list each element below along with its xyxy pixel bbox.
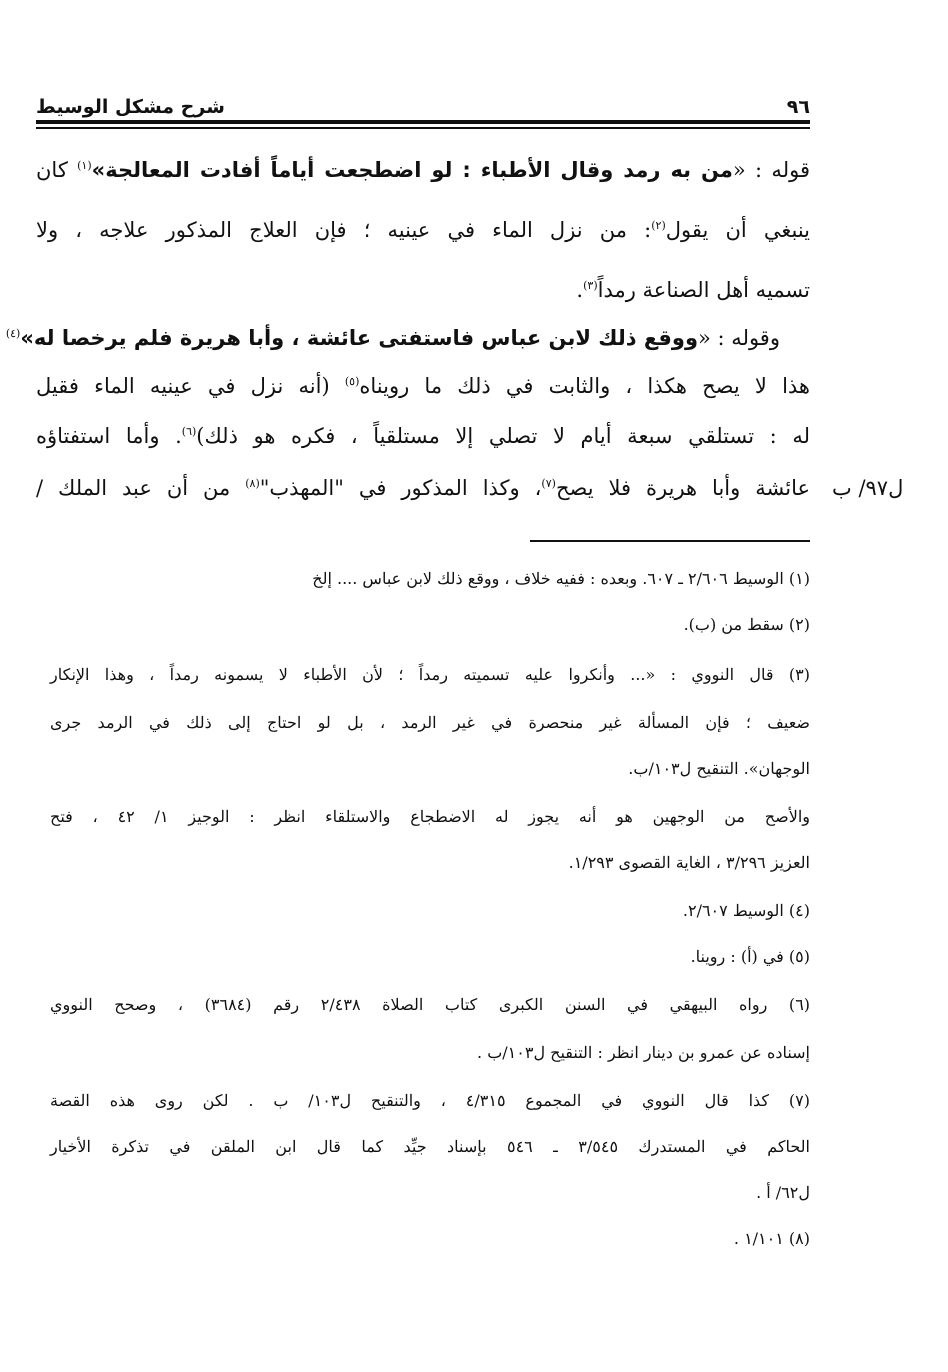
footnote-ref-3: (٣): [583, 279, 598, 292]
footnote-ref-1: (١): [77, 159, 92, 172]
footnote-7-line-2: الحاكم في المستدرك ٣/٥٤٥ ـ ٥٤٦ بإسناد جيِّد كما قال ابن الملقن في تذكرة الأخيار: [50, 1137, 811, 1156]
footnote-3-line-1: (٣) قال النووي : «... وأنكروا عليه تسميته رمداً ؛ لأن الأطباء لا يسمونه رمداً ، وهذا الإنكار: [50, 665, 810, 684]
footnote-separator: [530, 540, 810, 542]
footnote-7-line-3: ل٦٢/ أ .: [756, 1183, 810, 1202]
footnote-8: (٨) ١/١٠١ .: [733, 1229, 810, 1248]
footnote-5: (٥) في (أ) : روينا.: [690, 947, 810, 966]
footnote-7-line-1: (٧) كذا قال النووي في المجموع ٤/٣١٥ ، والتنقيح ل١٠٣/ ب . لكن روى هذه القصة: [50, 1091, 810, 1110]
footnote-ref-8: (٨): [245, 477, 260, 490]
body-line-1: قوله : «من به رمد وقال الأطباء : لو اضطجعت أياماً أفادت المعالجة»$^{(١)}$ كان: [36, 158, 810, 182]
header-rule-thick: [36, 120, 810, 124]
book-title: شرح مشكل الوسيط: [36, 96, 225, 118]
footnote-3-line-2: ضعيف ؛ فإن المسألة غير منحصرة في غير الرمد ، بل لو احتاج إلى ذلك في الرمد جرى: [50, 713, 811, 732]
page-number: ٩٦: [786, 96, 810, 118]
body-line-4: وقوله : «ووقع ذلك لابن عباس فاستفتى عائشة ، وأبا هريرة فلم يرخصا له»$^{(٤)}$: [5, 326, 780, 350]
body-line-5: هذا لا يصح هكذا ، والثابت في ذلك ما رويناه$^{(٥)}$ (أنه نزل في عينيه الماء فقيل: [36, 374, 810, 398]
footnote-6-line-2: إسناده عن عمرو بن دينار انظر : التنقيح ل١٠٣/ب .: [477, 1043, 810, 1062]
body-line-7: عائشة وأبا هريرة فلا يصح$^{(٧)}$، وكذا المذكور في "المهذب"$^{(٨)}$ من أن عبد الملك /: [36, 476, 810, 500]
footnote-6-line-1: (٦) رواه البيهقي في السنن الكبرى كتاب الصلاة ٢/٤٣٨ رقم (٣٦٨٤) ، وصحح النووي: [50, 995, 811, 1014]
body-line-3: تسميه أهل الصناعة رمداً$^{(٣)}$.: [576, 278, 810, 302]
manuscript-folio-note: ل٩٧/ ب: [832, 476, 904, 500]
footnote-ref-7: (٧): [541, 477, 556, 490]
footnote-2: (٢) سقط من (ب).: [683, 615, 810, 634]
quoted-text-1: من به رمد وقال الأطباء : لو اضطجعت أياماً أفادت المعالجة: [105, 158, 733, 182]
footnote-3-line-5: العزيز ٣/٢٩٦ ، الغاية القصوى ١/٢٩٣.: [568, 853, 810, 872]
header-rule-thin: [36, 127, 810, 129]
body-line-2: ينبغي أن يقول$^{(٢)}$: من نزل الماء في عينيه ؛ فإن العلاج المذكور علاجه ، ولا: [36, 218, 810, 242]
running-header: [36, 88, 810, 118]
footnote-1: (١) الوسيط ٢/٦٠٦ ـ ٦٠٧. وبعده : ففيه خلاف ، ووقع ذلك لابن عباس .... إلخ: [312, 569, 810, 588]
footnote-ref-5: (٥): [344, 375, 360, 388]
footnote-3-line-4: والأصح من الوجهين هو أنه يجوز له الاضطجاع والاستلقاء انظر : الوجيز ١/ ٤٢ ، فتح: [50, 807, 811, 826]
footnote-ref-4: (٤): [5, 327, 21, 340]
body-line-6: له : تستلقي سبعة أيام لا تصلي إلا مستلقياً ، فكره هو ذلك)$^{(٦)}$. وأما استفتاؤه: [36, 424, 811, 448]
footnote-4: (٤) الوسيط ٢/٦٠٧.: [682, 901, 810, 920]
footnote-ref-2: (٢): [651, 219, 666, 232]
footnote-3-line-3: الوجهان». التنقيح ل١٠٣/ب.: [628, 759, 810, 778]
quoted-text-2: ووقع ذلك لابن عباس فاستفتى عائشة ، وأبا هريرة فلم يرخصا له: [33, 326, 699, 350]
footnote-ref-6: (٦): [181, 425, 197, 438]
